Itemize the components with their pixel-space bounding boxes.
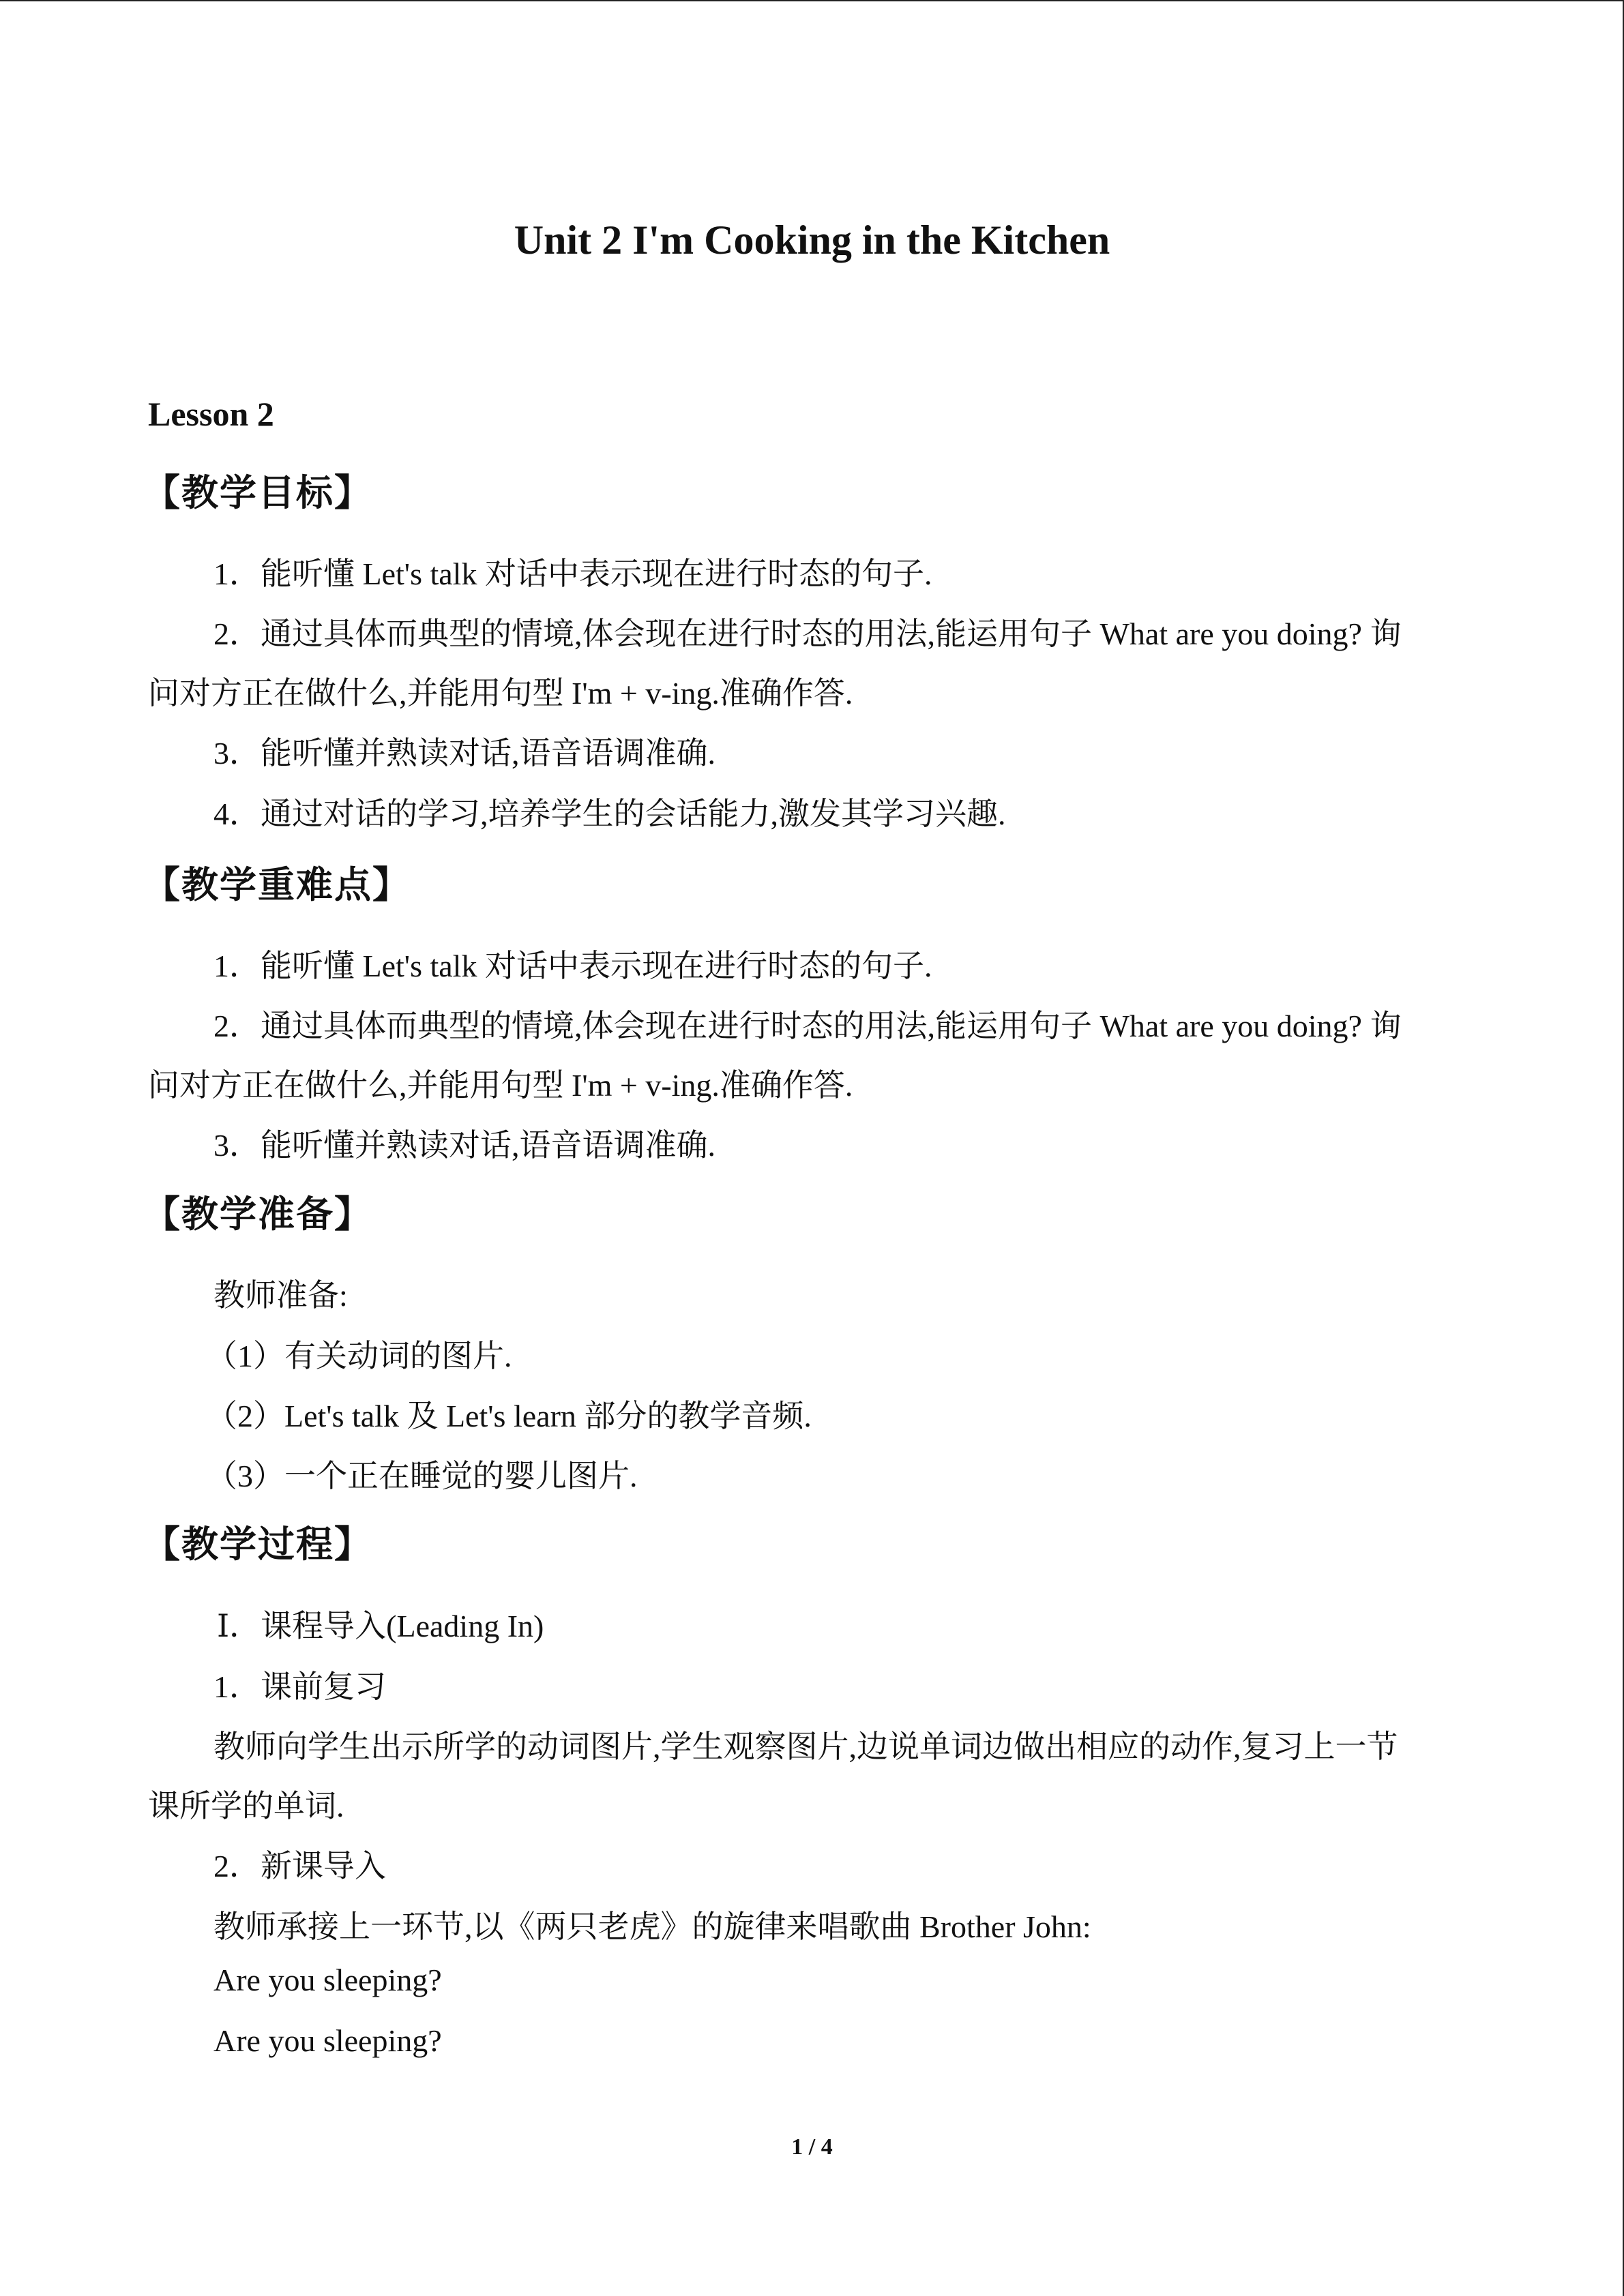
preparation-item-1: （1）有关动词的图片. <box>206 1339 512 1373</box>
objectives-item-4: 4．通过对话的学习,培养学生的会话能力,激发其学习兴趣. <box>213 796 1006 831</box>
section-heading-key-points: 【教学重难点】 <box>143 863 411 906</box>
preparation-teacher-label: 教师准备: <box>213 1278 348 1313</box>
key-points-item-2-cont: 问对方正在做什么,并能用句型 I'm + v-ing.准确作答. <box>148 1068 853 1103</box>
lesson-label: Lesson 2 <box>148 395 274 433</box>
page-top-border <box>0 0 1624 1</box>
key-points-item-2: 2．通过具体而典型的情境,体会现在进行时态的用法,能运用句子 What are you doing? 询 <box>213 1009 1402 1043</box>
preparation-item-2: （2）Let's talk 及 Let's learn 部分的教学音频. <box>206 1399 812 1433</box>
song-line-2: Are you sleeping? <box>213 2023 442 2058</box>
section-heading-process: 【教学过程】 <box>143 1523 372 1566</box>
process-step-2: 2．新课导入 <box>213 1849 386 1883</box>
process-step-1: 1．课前复习 <box>213 1669 386 1704</box>
objectives-item-2: 2．通过具体而典型的情境,体会现在进行时态的用法,能运用句子 What are you doing? 询 <box>213 616 1402 651</box>
key-points-item-3: 3．能听懂并熟读对话,语音语调准确. <box>213 1128 715 1163</box>
process-step-2-text: 教师承接上一环节,以《两只老虎》的旋律来唱歌曲 Brother John: <box>213 1909 1091 1944</box>
objectives-item-3: 3．能听懂并熟读对话,语音语调准确. <box>213 736 715 771</box>
section-heading-preparation: 【教学准备】 <box>143 1193 372 1236</box>
section-heading-objectives: 【教学目标】 <box>143 471 372 514</box>
song-line-1: Are you sleeping? <box>213 1963 442 1997</box>
objectives-item-1: 1．能听懂 Let's talk 对话中表示现在进行时态的句子. <box>213 556 932 591</box>
key-points-item-1: 1．能听懂 Let's talk 对话中表示现在进行时态的句子. <box>213 949 932 983</box>
objectives-item-2-cont: 问对方正在做什么,并能用句型 I'm + v-ing.准确作答. <box>148 676 853 711</box>
preparation-item-3: （3）一个正在睡觉的婴儿图片. <box>206 1459 638 1493</box>
page-number: 1 / 4 <box>791 2134 833 2160</box>
process-part-1-heading: Ⅰ．课程导入(Leading In) <box>217 1609 544 1643</box>
document-title: Unit 2 I'm Cooking in the Kitchen <box>514 218 1110 263</box>
process-step-1-text: 教师向学生出示所学的动词图片,学生观察图片,边说单词边做出相应的动作,复习上一节 <box>213 1729 1398 1764</box>
process-step-1-text-cont: 课所学的单词. <box>148 1789 344 1823</box>
